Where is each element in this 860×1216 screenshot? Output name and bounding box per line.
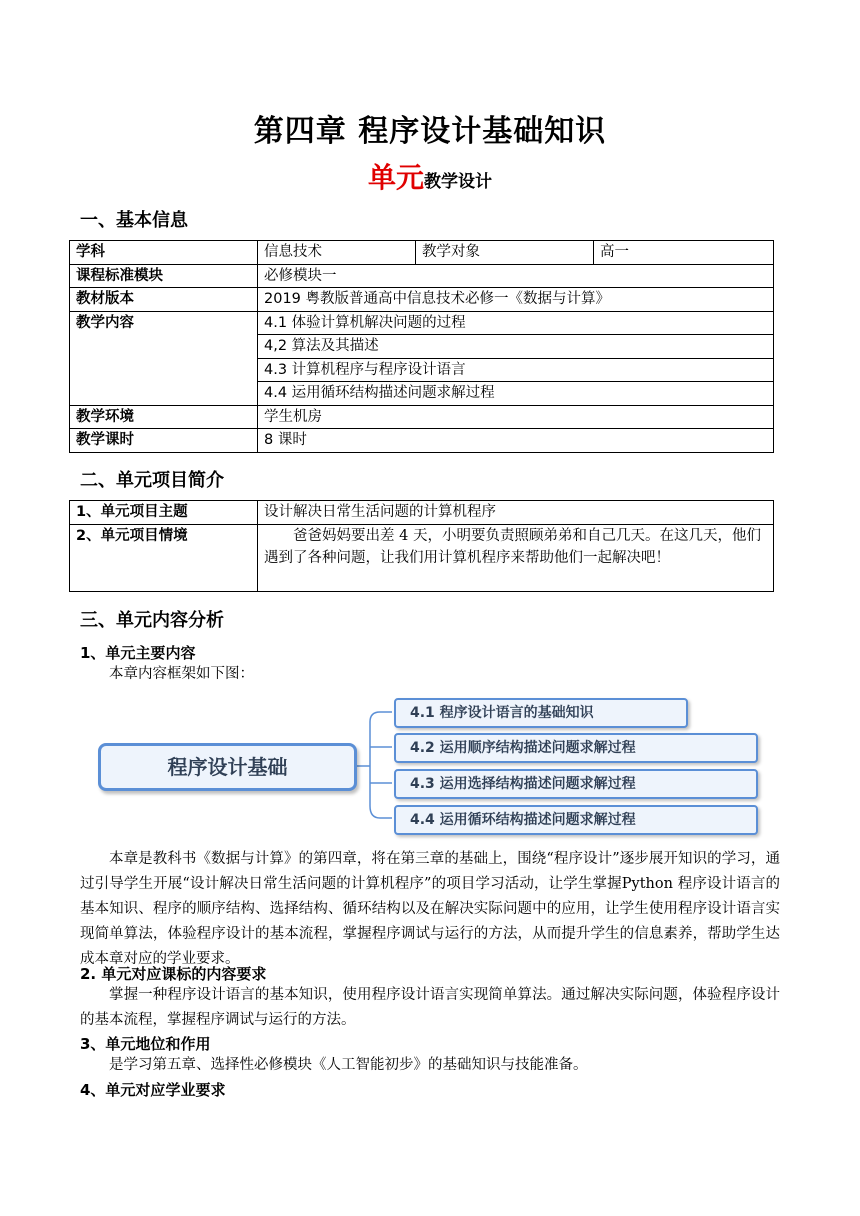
diagram-node-4-1: 4.1 程序设计语言的基础知识 bbox=[394, 698, 688, 728]
page-subtitle bbox=[0, 156, 860, 196]
table-cell: 爸爸妈妈要出差 4 天，小明要负责照顾弟弟和自己几天。在这几天，他们遇到了各种问题，让我们用计算机程序来帮助他们一起解决吧！ bbox=[258, 524, 774, 591]
table-cell: 学科 bbox=[70, 241, 258, 265]
section-heading-project: 二、单元项目简介 bbox=[80, 470, 224, 491]
table-cell: 4.4 运用循环结构描述问题求解过程 bbox=[258, 382, 774, 406]
diagram-intro bbox=[80, 662, 780, 687]
table-cell: 2019 粤教版普通高中信息技术必修一《数据与计算》 bbox=[258, 288, 774, 312]
table-cell: 2、单元项目情境 bbox=[70, 524, 258, 591]
table-row bbox=[70, 501, 774, 525]
table-row bbox=[70, 288, 774, 312]
main-content-paragraph bbox=[80, 847, 780, 972]
subtitle-highlight: 单元 bbox=[367, 161, 424, 194]
table-cell: 必修模块一 bbox=[258, 264, 774, 288]
table-cell: 4,2 算法及其描述 bbox=[258, 335, 774, 359]
subheading-position: 3、单元地位和作用 bbox=[80, 1035, 211, 1053]
project-table bbox=[69, 500, 774, 592]
table-cell: 教学内容 bbox=[70, 311, 258, 405]
table-cell: 4.1 体验计算机解决问题的过程 bbox=[258, 311, 774, 335]
table-cell: 高一 bbox=[594, 241, 774, 265]
page-title: 第四章 程序设计基础知识 bbox=[253, 114, 607, 149]
table-row bbox=[70, 311, 774, 335]
table-cell: 教学环境 bbox=[70, 405, 258, 429]
section-heading-basic-info: 一、基本信息 bbox=[80, 210, 188, 231]
paragraph: 本章内容框架如下图： bbox=[109, 666, 254, 682]
table-cell: 1、单元项目主题 bbox=[70, 501, 258, 525]
paragraph: 本章是教科书《数据与计算》的第四章，将在第三章的基础上，围绕“程序设计”逐步展开知识的学习，通过引导学生开展“设计解决日常生活问题的计算机程序”的项目学习活动，让学生掌握Python 程序设计语言的基本知识、程序的顺序结构、选择结构、循环结构以及在解决实际问题中的应用，让学生使用程序设计语言实现简单算法，体验程序设计的基本流程，掌握程序调试与运行的方法，从而提升学生的信息素养，帮助学生达成本章对应的学业要求。 bbox=[80, 851, 780, 967]
table-cell: 课程标准模块 bbox=[70, 264, 258, 288]
basic-info-table bbox=[69, 240, 774, 453]
curriculum-paragraph bbox=[80, 983, 780, 1033]
table-cell: 4.3 计算机程序与程序设计语言 bbox=[258, 358, 774, 382]
subheading-curriculum: 2. 单元对应课标的内容要求 bbox=[80, 965, 267, 983]
table-row bbox=[70, 264, 774, 288]
table-cell: 设计解决日常生活问题的计算机程序 bbox=[258, 501, 774, 525]
subheading-academic-requirements: 4、单元对应学业要求 bbox=[80, 1081, 226, 1099]
table-cell: 教学对象 bbox=[416, 241, 594, 265]
table-row bbox=[70, 405, 774, 429]
diagram-node-4-2: 4.2 运用顺序结构描述问题求解过程 bbox=[394, 733, 758, 763]
table-cell: 教学课时 bbox=[70, 429, 258, 453]
subtitle-text: 教学设计 bbox=[424, 172, 492, 192]
paragraph: 是学习第五章、选择性必修模块《人工智能初步》的基础知识与技能准备。 bbox=[109, 1057, 588, 1073]
table-cell: 信息技术 bbox=[258, 241, 416, 265]
paragraph: 掌握一种程序设计语言的基本知识，使用程序设计语言实现简单算法。通过解决实际问题，体验程序设计的基本流程，掌握程序调试与运行的方法。 bbox=[80, 987, 780, 1028]
table-row bbox=[70, 524, 774, 591]
table-cell: 学生机房 bbox=[258, 405, 774, 429]
position-paragraph bbox=[80, 1053, 780, 1078]
diagram-root-node: 程序设计基础 bbox=[98, 743, 357, 791]
subheading-main-content: 1、单元主要内容 bbox=[80, 644, 196, 662]
section-heading-analysis: 三、单元内容分析 bbox=[80, 610, 224, 631]
table-row bbox=[70, 241, 774, 265]
diagram-node-4-4: 4.4 运用循环结构描述问题求解过程 bbox=[394, 805, 758, 835]
table-cell: 教材版本 bbox=[70, 288, 258, 312]
table-row bbox=[70, 429, 774, 453]
table-cell: 8 课时 bbox=[258, 429, 774, 453]
diagram-node-4-3: 4.3 运用选择结构描述问题求解过程 bbox=[394, 769, 758, 799]
